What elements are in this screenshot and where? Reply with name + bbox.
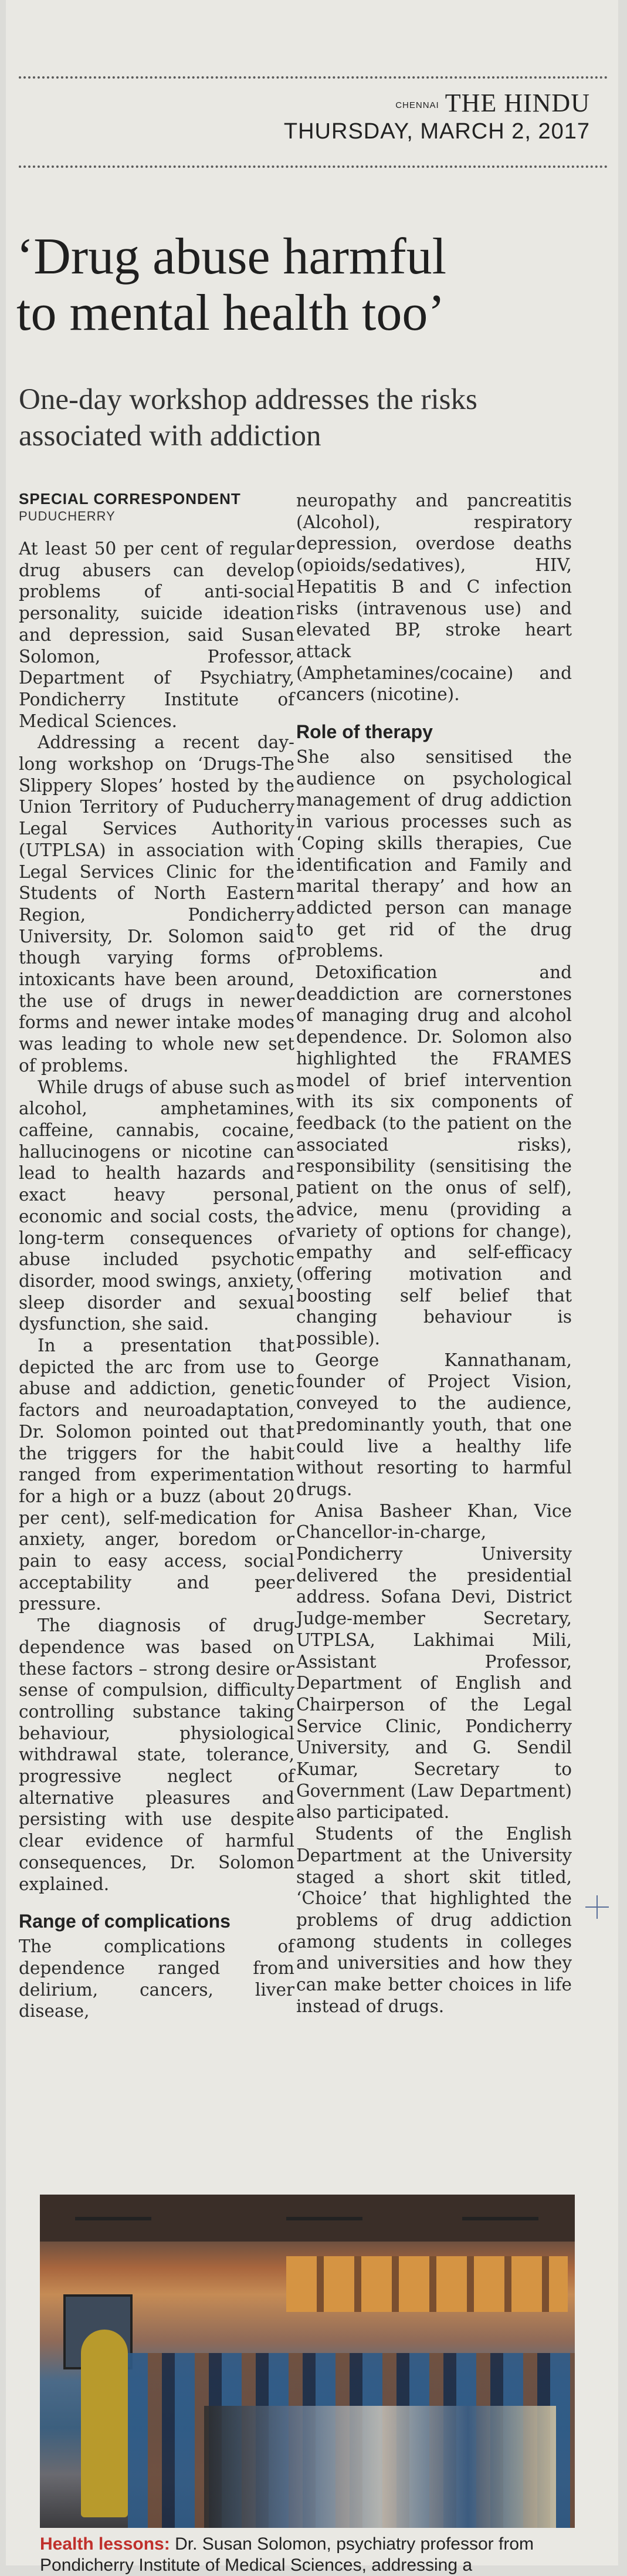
- byline: SPECIAL CORRESPONDENT: [19, 490, 241, 508]
- headline-line-2: to mental health too’: [16, 285, 445, 342]
- body-paragraph: Addressing a recent day-long workshop on ‘Drugs-The Slippery Slopes’ hosted by the Union Territory of Puducherry Legal Services Authority (UTPLSA) in association with Legal Services Clinic for the Students of North Eastern Region, Pondicherry University, Dr. Solomon said though varying forms of intoxicants have been around, the use of drugs in newer forms and newer intake modes was leading to whole new set of problems.: [19, 732, 294, 1076]
- body-paragraph: Detoxification and deaddiction are cornerstones of managing drug and alcohol dependence. Dr. Solomon also highlighted the FRAMES model of brief intervention with its six components of feedback (to the patient on the associated risks), responsibility (sensitising the patient on the onus of self), advice, menu (providing a variety of options for change), empathy and self-efficacy (offering motivation and boosting self belief that changing behaviour is possible).: [296, 962, 572, 1349]
- top-dotted-rule: [19, 76, 608, 79]
- photo-speaker: [81, 2330, 128, 2517]
- body-paragraph: Anisa Basheer Khan, Vice Chancellor-in-charge, Pondicherry University delivered the presidential address. Sofana Devi, District Judge-member Secretary, UTPLSA, Lakhimai Mili, Assistant Professor, Department of English and Chairperson of the Legal Service Clinic, Pondicherry University, and G. Sendil Kumar, Secretary to Government (Law Department) also participated.: [296, 1500, 572, 1823]
- article-column-right: [296, 490, 572, 2017]
- body-paragraph: The diagnosis of drug dependence was based on these factors – strong desire or sense of compulsion, difficulty controlling substance taking behaviour, physiological withdrawal state, tolerance, progressive neglect of alternative pleasures and persisting with use despite clear evidence of harmful consequences, Dr. Solomon explained.: [19, 1615, 294, 1894]
- article-subheadline: [19, 381, 594, 454]
- body-paragraph: neuropathy and pancreatitis (Alcohol), respiratory depression, overdose deaths (opioids/sedatives), HIV, Hepatitis B and C infection risks (intravenous use) and elevated BP, stroke heart attack (Amphetamines/cocaine) and cancers (nicotine).: [296, 491, 572, 705]
- masthead-dotted-rule: [19, 165, 608, 168]
- ceiling-fan-icon: [75, 2217, 151, 2220]
- masthead-paper-name: THE HINDU: [445, 89, 590, 117]
- photo-caption: [40, 2534, 603, 2576]
- section-heading-complications: Range of complications: [19, 1911, 231, 1932]
- body-paragraph: The complications of dependence ranged from delirium, cancers, liver disease,: [19, 1936, 294, 2021]
- workshop-photo: [40, 2195, 575, 2528]
- photo-windows: [286, 2256, 568, 2312]
- headline-line-1: ‘Drug abuse harmful: [16, 228, 447, 285]
- body-paragraph: George Kannathanam, founder of Project Vision, conveyed to the audience, predominantly youth, that one could live a healthy life without resorting to harmful drugs.: [296, 1350, 572, 1499]
- body-paragraph: While drugs of abuse such as alcohol, amphetamines, caffeine, cannabis, cocaine, hallucinogens or nicotine can lead to health hazards and exact heavy personal, economic and social costs, the long-term consequences of abuse included psychotic disorder, mood swings, anxiety, sleep disorder and sexual dysfunction, she said.: [19, 1077, 294, 1334]
- dateline: PUDUCHERRY: [19, 509, 116, 523]
- masthead-paper-line: [284, 88, 590, 118]
- ceiling-fan-icon: [462, 2217, 538, 2220]
- body-paragraph: Students of the English Department at the University staged a short skit titled, ‘Choice’ that highlighted the problems of drug addiction among students in colleges and universities and how they can make better choices in life instead of drugs.: [296, 1824, 572, 2016]
- section-heading-therapy: Role of therapy: [296, 721, 433, 743]
- caption-label: Health lessons:: [40, 2534, 170, 2554]
- body-paragraph: She also sensitised the audience on psychological management of drug addiction in various processes such as ‘Coping skills therapies, Cue identification and Family and marital therapy’ and how an addicted person can manage to get rid of the drug problems.: [296, 747, 572, 961]
- masthead: [284, 88, 590, 144]
- body-paragraph: At least 50 per cent of regular drug abusers can develop problems of anti-social personality, suicide ideation and depression, said Susan Solomon, Professor, Department of Psychiatry, Pondicherry Institute of Medical Sciences.: [19, 539, 294, 731]
- newspaper-clipping: [6, 0, 618, 2575]
- article-headline: [16, 229, 603, 342]
- masthead-city: CHENNAI: [395, 100, 439, 111]
- crosshair-mark-icon: [585, 1895, 609, 1919]
- body-paragraph: In a presentation that depicted the arc from use to abuse and addiction, genetic factors and neuroadaptation, Dr. Solomon pointed out that the triggers for the habit ranged from experimentation for a high or a buzz (about 20 per cent), self-medication for anxiety, anger, boredom or pain to easy access, social acceptability and peer pressure.: [19, 1336, 294, 1614]
- caption-text: Dr. Susan Solomon, psychiatry professor from Pondicherry Institute of Medical Sciences, addressing a: [40, 2534, 534, 2575]
- photo-front-row: [204, 2406, 556, 2528]
- subheadline-line-2: associated with addiction: [19, 420, 321, 452]
- ceiling-fan-icon: [286, 2217, 362, 2220]
- masthead-date: THURSDAY, MARCH 2, 2017: [283, 119, 590, 144]
- subheadline-line-1: One-day workshop addresses the risks: [19, 383, 477, 416]
- article-column-left: [19, 490, 294, 2022]
